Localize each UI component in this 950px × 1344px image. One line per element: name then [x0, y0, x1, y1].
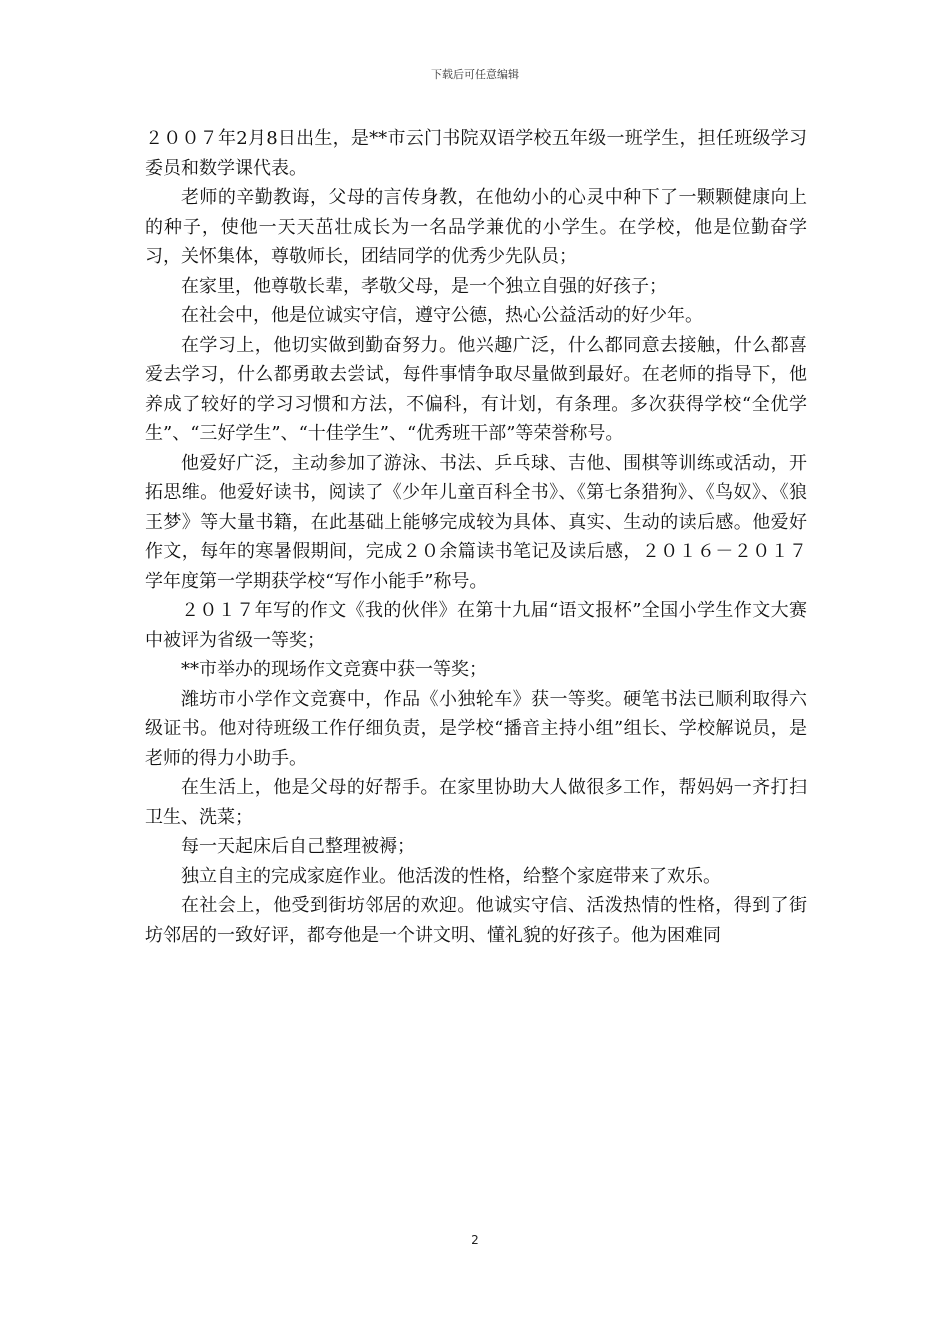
paragraph: 潍坊市小学作文竞赛中，作品《小独轮车》获一等奖。硬笔书法已顺利取得六级证书。他对待班级工作仔细负责，是学校“播音主持小组”组长、学校解说员，是老师的得力小助手。: [145, 688, 807, 769]
paragraph: 在社会中，他是位诚实守信，遵守公德，热心公益活动的好少年。: [181, 305, 703, 326]
paragraph: 老师的辛勤教诲，父母的言传身教，在他幼小的心灵中种下了一颗颗健康向上的种子，使他一天天茁壮成长为一名品学兼优的小学生。在学校，他是位勤奋学习，关怀集体，尊敬师长，团结同学的优秀少先队员；: [145, 187, 807, 267]
paragraph: 在社会上，他受到街坊邻居的欢迎。他诚实守信、活泼热情的性格，得到了街坊邻居的一致好评，都夸他是一个讲文明、懂礼貌的好孩子。他为困难同: [145, 895, 807, 946]
paragraph: 在家里，他尊敬长辈，孝敬父母，是一个独立自强的好孩子；: [181, 275, 667, 297]
paragraph: 每一天起床后自己整理被褥；: [181, 836, 415, 857]
paragraph: 独立自主的完成家庭作业。他活泼的性格，给整个家庭带来了欢乐。: [181, 865, 721, 887]
paragraph: ２００７年2月8日出生，是**市云门书院双语学校五年级一班学生，担任班级学习委员和数学课代表。: [145, 128, 807, 179]
page-number: 2: [471, 1233, 479, 1247]
paragraph: 在生活上，他是父母的好帮手。在家里协助大人做很多工作，帮妈妈一齐打扫卫生、洗菜；: [145, 777, 807, 828]
document-body: [145, 124, 807, 950]
paragraph: **市举办的现场作文竞赛中获一等奖；: [181, 659, 487, 680]
page-header: 下载后可任意编辑: [431, 68, 519, 81]
paragraph: 在学习上，他切实做到勤奋努力。他兴趣广泛，什么都同意去接触，什么都喜爱去学习，什么都勇敢去尝试，每件事情争取尽量做到最好。在老师的指导下，他养成了较好的学习习惯和方法，不偏科，有计划，有条理。多次获得学校“全优学生”、“三好学生”、“十佳学生”、“优秀班干部”等荣誉称号。: [145, 334, 807, 444]
paragraph: ２０１７年写的作文《我的伙伴》在第十九届“语文报杯”全国小学生作文大赛中被评为省级一等奖；: [145, 600, 807, 651]
paragraph: 他爱好广泛，主动参加了游泳、书法、乒乓球、吉他、围棋等训练或活动，开拓思维。他爱好读书，阅读了《少年儿童百科全书》、《第七条猎狗》、《鸟奴》、《狼王梦》等大量书籍，在此基础上能够完成较为具体、真实、生动的读后感。他爱好作文，每年的寒暑假期间，完成２０余篇读书笔记及读后感，２０１６－２０１７学年度第一学期获学校“写作小能手”称号。: [145, 452, 807, 592]
